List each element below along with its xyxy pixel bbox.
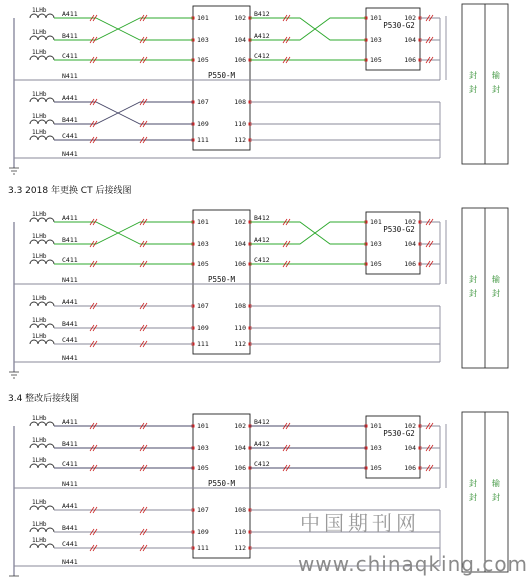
current-transformer-icon — [30, 7, 54, 18]
panel-label: 封 — [469, 493, 477, 502]
phase-label: N441 — [62, 150, 78, 158]
panel-label: 封 — [492, 289, 500, 298]
terminal-mid-right-label: 102 — [234, 218, 246, 226]
ct-label: 1LHb — [32, 295, 47, 302]
terminal-mid-left-label: 101 — [197, 422, 209, 430]
current-transformer-icon — [30, 49, 54, 60]
ct-coil-icon — [30, 98, 54, 102]
phase-label: C441 — [62, 336, 78, 344]
terminal-right-right-label: 102 — [404, 422, 416, 430]
current-transformer-icon — [30, 521, 54, 532]
terminal-mid-left-label: 107 — [197, 98, 209, 106]
ct-label: 1LHb — [32, 537, 47, 544]
current-transformer-icon — [30, 29, 54, 40]
terminal-right-right-label: 104 — [404, 444, 416, 452]
panel-label: 封 — [469, 275, 477, 284]
wire-output-label: B412 — [254, 10, 270, 18]
terminal-right-right-label: 106 — [404, 464, 416, 472]
ct-label: 1LHb — [32, 129, 47, 136]
current-transformer-icon — [30, 211, 54, 222]
terminal-mid-left-label: 105 — [197, 260, 209, 268]
panel-label: 封 — [469, 289, 477, 298]
ct-coil-icon — [30, 240, 54, 244]
terminal-right-right-label: 104 — [404, 240, 416, 248]
phase-label: B441 — [62, 320, 78, 328]
panel-label: 封 — [492, 85, 500, 94]
phase-label: B411 — [62, 440, 78, 448]
phase-label: A441 — [62, 298, 78, 306]
current-transformer-icon — [30, 113, 54, 124]
ct-label: 1LHb — [32, 499, 47, 506]
terminal-mid-right-label: 108 — [234, 302, 246, 310]
watermark-url: www.chinaqking.com — [298, 552, 529, 576]
ct-coil-icon — [30, 56, 54, 60]
terminal-mid-right-label: 108 — [234, 506, 246, 514]
phase-label: B411 — [62, 236, 78, 244]
terminal-mid-left-label: 103 — [197, 444, 209, 452]
current-transformer-icon — [30, 457, 54, 468]
terminal-mid-left-label: 109 — [197, 528, 209, 536]
relay-p530g2-label: P530-G2 — [383, 225, 415, 234]
wire-output-label: C412 — [254, 256, 270, 264]
terminal-mid-left-label: 103 — [197, 36, 209, 44]
ct-label: 1LHb — [32, 29, 47, 36]
terminal-mid-left-label: 101 — [197, 14, 209, 22]
terminal-right-left-label: 103 — [370, 444, 382, 452]
phase-label: A411 — [62, 418, 78, 426]
wire-output-label: A412 — [254, 440, 270, 448]
ground-icon — [9, 372, 19, 378]
phase-label: A411 — [62, 10, 78, 18]
ct-label: 1LHb — [32, 521, 47, 528]
current-transformer-icon — [30, 415, 54, 426]
ct-label: 1LHb — [32, 253, 47, 260]
terminal-mid-left-label: 111 — [197, 544, 209, 552]
panel-label: 封 — [492, 493, 500, 502]
relay-p550m-label: P550-M — [207, 71, 236, 80]
terminal-right-right-label: 106 — [404, 56, 416, 64]
wire-output-label: A412 — [254, 32, 270, 40]
terminal-mid-right-label: 112 — [234, 544, 246, 552]
terminal-right-right-label: 102 — [404, 218, 416, 226]
phase-label: N411 — [62, 72, 78, 80]
terminal-mid-left-label: 107 — [197, 302, 209, 310]
phase-label: C441 — [62, 132, 78, 140]
ct-coil-icon — [30, 218, 54, 222]
wire-output-label: A412 — [254, 236, 270, 244]
ct-coil-icon — [30, 324, 54, 328]
terminal-mid-right-label: 106 — [234, 260, 246, 268]
phase-label: A441 — [62, 94, 78, 102]
current-transformer-icon — [30, 129, 54, 140]
phase-label: B441 — [62, 116, 78, 124]
terminal-mid-left-label: 101 — [197, 218, 209, 226]
wire-output-label: C412 — [254, 460, 270, 468]
ct-coil-icon — [30, 528, 54, 532]
relay-p550m-label: P550-M — [207, 275, 236, 284]
ct-coil-icon — [30, 464, 54, 468]
ct-coil-icon — [30, 136, 54, 140]
ct-label: 1LHb — [32, 7, 47, 14]
phase-label: C411 — [62, 256, 78, 264]
ct-coil-icon — [30, 302, 54, 306]
ct-coil-icon — [30, 260, 54, 264]
current-transformer-icon — [30, 317, 54, 328]
phase-label: C441 — [62, 540, 78, 548]
terminal-mid-left-label: 105 — [197, 464, 209, 472]
section-title-3-3: 3.3 2018 年更换 CT 后接线图 — [8, 186, 132, 196]
current-transformer-icon — [30, 499, 54, 510]
ct-label: 1LHb — [32, 113, 47, 120]
phase-label: A441 — [62, 502, 78, 510]
terminal-right-left-label: 105 — [370, 56, 382, 64]
phase-label: A411 — [62, 214, 78, 222]
current-transformer-icon — [30, 537, 54, 548]
ground-icon — [9, 168, 19, 174]
relay-p530g2-label: P530-G2 — [383, 429, 415, 438]
terminal-right-left-label: 101 — [370, 14, 382, 22]
ct-coil-icon — [30, 506, 54, 510]
ct-label: 1LHb — [32, 437, 47, 444]
ct-coil-icon — [30, 422, 54, 426]
terminal-mid-left-label: 103 — [197, 240, 209, 248]
ct-label: 1LHb — [32, 233, 47, 240]
ct-label: 1LHb — [32, 415, 47, 422]
phase-label: N441 — [62, 354, 78, 362]
terminal-mid-right-label: 110 — [234, 324, 246, 332]
terminal-mid-left-label: 109 — [197, 120, 209, 128]
ct-coil-icon — [30, 120, 54, 124]
current-transformer-icon — [30, 437, 54, 448]
terminal-mid-right-label: 112 — [234, 136, 246, 144]
terminal-right-left-label: 101 — [370, 218, 382, 226]
wire-output-label: B412 — [254, 214, 270, 222]
wire-output-label: C412 — [254, 52, 270, 60]
ct-label: 1LHb — [32, 211, 47, 218]
terminal-mid-left-label: 111 — [197, 136, 209, 144]
panel-label: 封 — [469, 85, 477, 94]
phase-label: C411 — [62, 460, 78, 468]
panel-label: 输 — [492, 479, 500, 488]
terminal-right-left-label: 101 — [370, 422, 382, 430]
terminal-right-left-label: 105 — [370, 464, 382, 472]
terminal-mid-right-label: 104 — [234, 240, 246, 248]
terminal-mid-right-label: 110 — [234, 528, 246, 536]
terminal-right-left-label: 103 — [370, 36, 382, 44]
terminal-right-right-label: 104 — [404, 36, 416, 44]
phase-label: N411 — [62, 480, 78, 488]
ct-label: 1LHb — [32, 333, 47, 340]
panel-label: 封 — [469, 71, 477, 80]
terminal-right-right-label: 106 — [404, 260, 416, 268]
section-title-3-4: 3.4 整改后接线图 — [8, 394, 80, 404]
ct-coil-icon — [30, 444, 54, 448]
terminal-mid-right-label: 102 — [234, 14, 246, 22]
terminal-mid-left-label: 109 — [197, 324, 209, 332]
terminal-mid-right-label: 108 — [234, 98, 246, 106]
ct-coil-icon — [30, 340, 54, 344]
terminal-mid-right-label: 106 — [234, 464, 246, 472]
terminal-mid-right-label: 110 — [234, 120, 246, 128]
ct-coil-icon — [30, 14, 54, 18]
terminal-mid-right-label: 102 — [234, 422, 246, 430]
terminal-mid-left-label: 105 — [197, 56, 209, 64]
terminal-mid-right-label: 106 — [234, 56, 246, 64]
terminal-mid-right-label: 104 — [234, 444, 246, 452]
current-transformer-icon — [30, 253, 54, 264]
ct-coil-icon — [30, 36, 54, 40]
wire-output-label: B412 — [254, 418, 270, 426]
phase-label: B411 — [62, 32, 78, 40]
terminal-right-left-label: 105 — [370, 260, 382, 268]
ct-coil-icon — [30, 544, 54, 548]
current-transformer-icon — [30, 333, 54, 344]
terminal-right-right-label: 102 — [404, 14, 416, 22]
ct-label: 1LHb — [32, 91, 47, 98]
relay-p550m-label: P550-M — [207, 479, 236, 488]
ct-label: 1LHb — [32, 49, 47, 56]
phase-label: B441 — [62, 524, 78, 532]
current-transformer-icon — [30, 91, 54, 102]
current-transformer-icon — [30, 233, 54, 244]
ct-label: 1LHb — [32, 457, 47, 464]
phase-label: N441 — [62, 558, 78, 566]
watermark-cn: 中国期刊网 — [300, 511, 420, 535]
panel-label: 输 — [492, 275, 500, 284]
panel-label: 输 — [492, 71, 500, 80]
phase-label: N411 — [62, 276, 78, 284]
terminal-mid-right-label: 112 — [234, 340, 246, 348]
ct-label: 1LHb — [32, 317, 47, 324]
terminal-mid-left-label: 111 — [197, 340, 209, 348]
terminal-mid-left-label: 107 — [197, 506, 209, 514]
phase-label: C411 — [62, 52, 78, 60]
relay-p530g2-label: P530-G2 — [383, 21, 415, 30]
terminal-right-left-label: 103 — [370, 240, 382, 248]
panel-label: 封 — [469, 479, 477, 488]
current-transformer-icon — [30, 295, 54, 306]
terminal-mid-right-label: 104 — [234, 36, 246, 44]
